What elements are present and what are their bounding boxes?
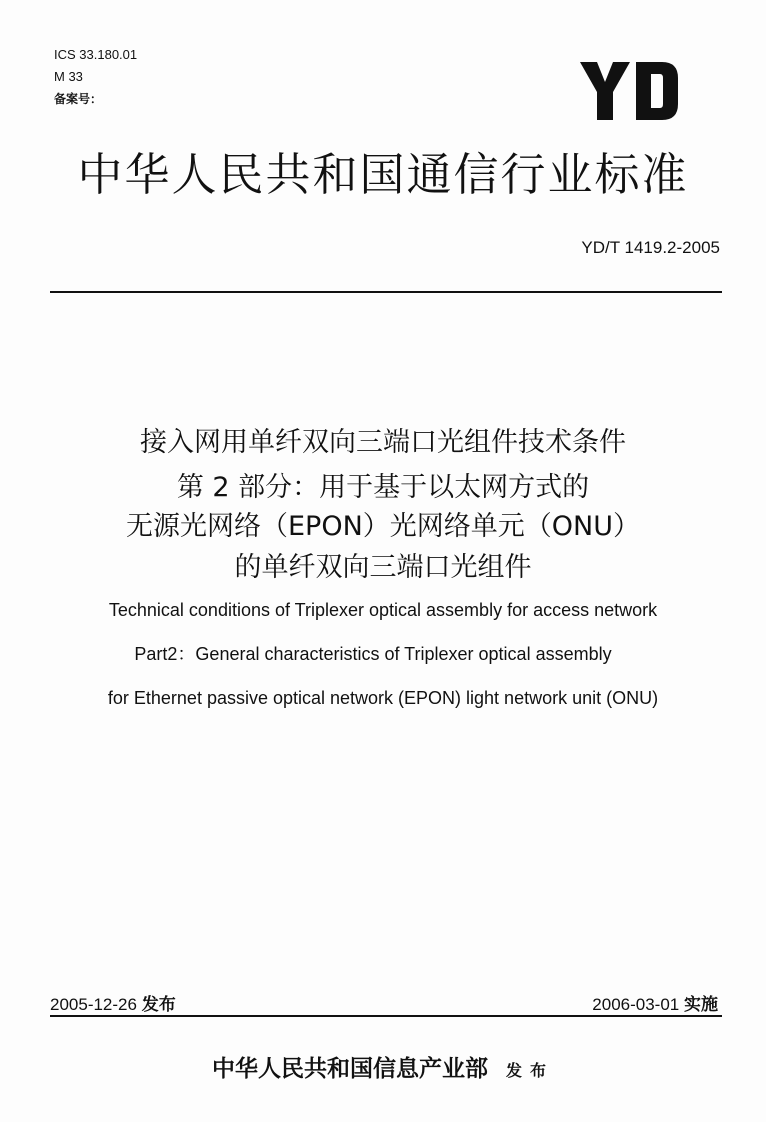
title-en-line-3: for Ethernet passive optical network (EPON) light network unit (ONU)	[107, 688, 659, 708]
issue-date: 2005-12-26	[50, 995, 137, 1014]
issue-date-label: 发布	[141, 995, 176, 1015]
yd-logo-letter-d	[636, 62, 678, 120]
classification-code: M 33	[54, 69, 83, 84]
title-cn-line-4: 的单纤双向三端口光组件	[234, 552, 532, 583]
title-cn-line-1: 接入网用单纤双向三端口光组件技术条件	[140, 427, 626, 458]
bottom-divider	[50, 1015, 722, 1017]
publisher-line	[0, 1050, 766, 1083]
title-cn-line-3: 无源光网络（EPON）光网络单元（ONU）	[125, 511, 640, 542]
publisher-name: 中华人民共和国信息产业部	[211, 1055, 488, 1082]
issue-date-line	[50, 990, 176, 1015]
publisher-action: 发布	[505, 1061, 554, 1080]
ics-code: ICS 33.180.01	[54, 47, 138, 62]
implementation-date-label: 实施	[684, 995, 718, 1015]
title-cn-line-2: 第 2 部分：用于基于以太网方式的	[176, 472, 590, 503]
standard-category-title: 中华人民共和国通信行业标准	[77, 148, 689, 201]
yd-logo-letter-y	[580, 62, 630, 120]
record-number-label: 备案号：	[54, 92, 103, 106]
implementation-date: 2006-03-01	[592, 995, 680, 1014]
implementation-date-line	[592, 990, 718, 1015]
top-divider	[50, 291, 722, 293]
standard-number: YD/T 1419.2-2005	[581, 238, 720, 257]
title-en-line-2: Part2：General characteristics of Triplexer optical assembly	[134, 644, 612, 664]
title-en-line-1: Technical conditions of Triplexer optical assembly for access network	[108, 600, 658, 620]
yd-logo	[580, 62, 680, 120]
